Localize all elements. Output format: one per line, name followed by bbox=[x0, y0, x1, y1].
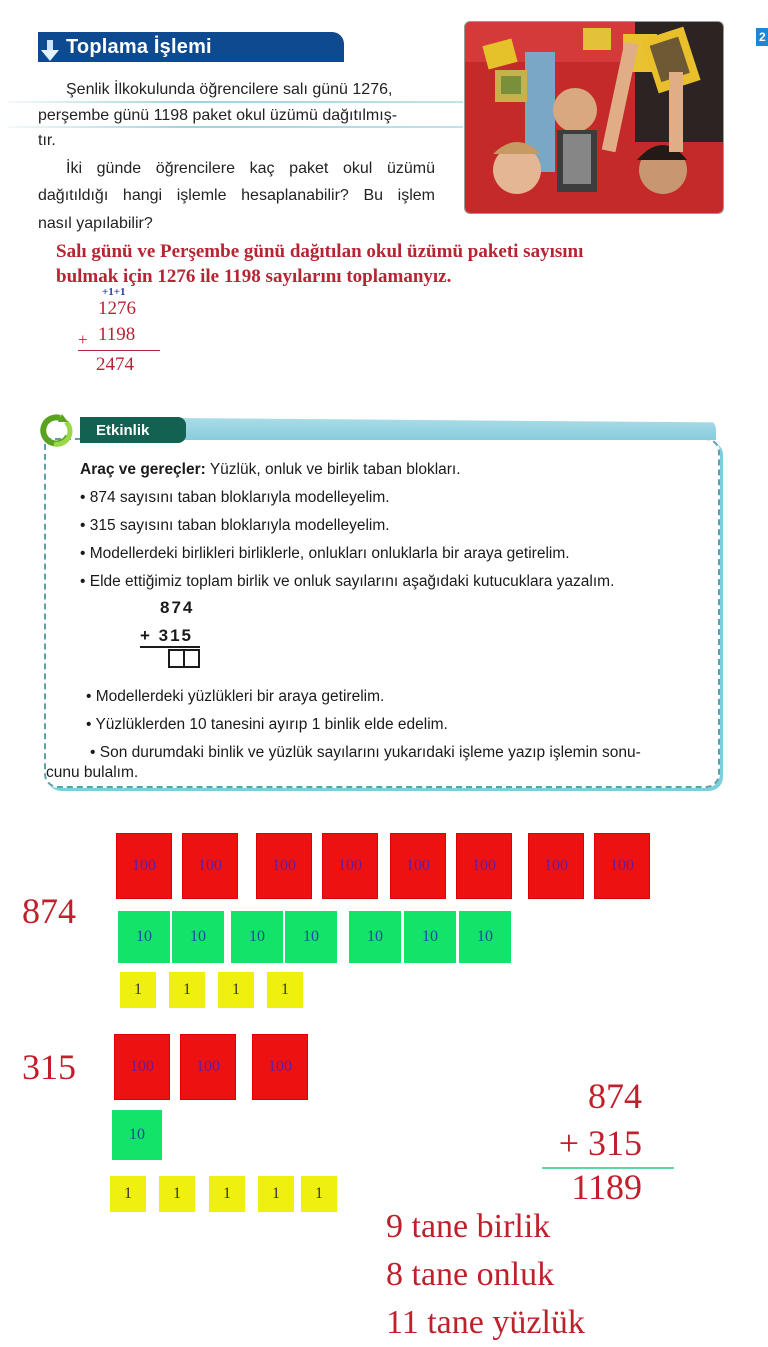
step-2: • 315 sayısını taban bloklarıyla modelleyelim. bbox=[80, 517, 390, 534]
page-number-badge: 2 bbox=[756, 28, 768, 46]
activity-instructions bbox=[80, 456, 710, 596]
ten-block: 10 bbox=[459, 911, 511, 963]
summary-tens: 8 tane onluk bbox=[386, 1256, 555, 1293]
step-5: • Modellerdeki yüzlükleri bir araya getirelim. bbox=[86, 688, 385, 705]
sum: 2474 bbox=[96, 354, 134, 375]
summary-hundreds: 11 tane yüzlük bbox=[386, 1304, 585, 1341]
addend-1: 1276 bbox=[98, 298, 136, 319]
one-block: 1 bbox=[209, 1176, 245, 1212]
hundred-block: 100 bbox=[528, 833, 584, 899]
step-4: • Elde ettiğimiz toplam birlik ve onluk sayılarını aşağıdaki kutucuklara yazalım. bbox=[80, 573, 615, 590]
children-photo bbox=[464, 21, 724, 214]
ten-block: 10 bbox=[285, 911, 337, 963]
calc2-addend-2: + 315 bbox=[140, 626, 194, 645]
ones-answer-box[interactable] bbox=[183, 649, 200, 668]
hundred-block: 100 bbox=[114, 1034, 170, 1100]
calc2-line bbox=[140, 646, 200, 648]
activity-title: Etkinlik bbox=[96, 421, 150, 439]
one-block: 1 bbox=[301, 1176, 337, 1212]
ten-block: 10 bbox=[404, 911, 456, 963]
one-block: 1 bbox=[258, 1176, 294, 1212]
ten-block: 10 bbox=[349, 911, 401, 963]
activity-instructions-2 bbox=[46, 683, 720, 787]
step-7-cont: cunu bulalım. bbox=[46, 764, 139, 781]
hundred-block: 100 bbox=[322, 833, 378, 899]
hundred-block: 100 bbox=[594, 833, 650, 899]
one-block: 1 bbox=[120, 972, 156, 1008]
step-7: • Son durumdaki binlik ve yüzlük sayılarını yukarıdaki işleme yazıp işlemin sonu- bbox=[90, 744, 641, 761]
hundred-block: 100 bbox=[456, 833, 512, 899]
result-addend-1: 874 bbox=[588, 1076, 642, 1116]
problem-text bbox=[38, 76, 435, 237]
answer-line-2: bulmak için 1276 ile 1198 sayılarını toplamanyız. bbox=[56, 266, 452, 287]
hundred-block: 100 bbox=[182, 833, 238, 899]
hundred-block: 100 bbox=[116, 833, 172, 899]
carry-digits: +1+1 bbox=[102, 286, 126, 298]
hundred-block: 100 bbox=[256, 833, 312, 899]
number-874-label: 874 bbox=[22, 891, 76, 931]
one-block: 1 bbox=[169, 972, 205, 1008]
hundred-block: 100 bbox=[252, 1034, 308, 1100]
addend-2: 1198 bbox=[98, 324, 136, 345]
step-1: • 874 sayısını taban bloklarıyla modelleyelim. bbox=[80, 489, 390, 506]
activity-tab bbox=[80, 417, 186, 443]
one-block: 1 bbox=[110, 1176, 146, 1212]
intro-line-5: dağıtıldığı hangi işlemle hesaplanabilir? Bu işlem bbox=[38, 187, 435, 204]
summary-ones: 9 tane birlik bbox=[386, 1208, 551, 1245]
arrow-down-icon bbox=[38, 32, 62, 62]
answer-line-1: Salı günü ve Perşembe günü dağıtılan okul üzümü paketi sayısını bbox=[56, 241, 584, 262]
one-block: 1 bbox=[267, 972, 303, 1008]
ten-block: 10 bbox=[231, 911, 283, 963]
section-title-bar bbox=[38, 32, 344, 62]
answer-text bbox=[56, 239, 616, 289]
one-block: 1 bbox=[218, 972, 254, 1008]
calc2-addend-1: 874 bbox=[160, 598, 195, 617]
intro-line-1: Şenlik İlkokulunda öğrencilere salı günü 1276, bbox=[66, 81, 393, 98]
ten-block: 10 bbox=[112, 1110, 162, 1160]
activity-cycle-icon bbox=[38, 414, 76, 448]
result-addend-2: + 315 bbox=[558, 1123, 642, 1163]
answer-boxes bbox=[168, 649, 198, 673]
result-sum: 1189 bbox=[571, 1167, 642, 1207]
section-title: Toplama İşlemi bbox=[66, 35, 212, 58]
ten-block: 10 bbox=[118, 911, 170, 963]
intro-line-4: İki günde öğrencilere kaç paket okul üzümü bbox=[66, 159, 435, 177]
hundred-block: 100 bbox=[390, 833, 446, 899]
intro-line-2: perşembe günü 1198 paket okul üzümü dağıtılmış- bbox=[38, 106, 398, 124]
one-block: 1 bbox=[159, 1176, 195, 1212]
step-3: • Modellerdeki birlikleri birliklerle, onlukları onluklarla bir araya getirelim. bbox=[80, 545, 570, 562]
materials-line bbox=[80, 456, 710, 484]
step-6: • Yüzlüklerden 10 tanesini ayırıp 1 binlik elde edelim. bbox=[86, 716, 448, 733]
plus-sign: + bbox=[78, 330, 88, 349]
activity-ribbon bbox=[180, 418, 716, 440]
number-315-label: 315 bbox=[22, 1047, 76, 1087]
materials-text: Yüzlük, onluk ve birlik taban blokları. bbox=[205, 461, 461, 478]
intro-line-6: nasıl yapılabilir? bbox=[38, 214, 153, 232]
ten-block: 10 bbox=[172, 911, 224, 963]
sum-line bbox=[78, 350, 160, 351]
intro-line-3: tır. bbox=[38, 132, 56, 149]
materials-label: Araç ve gereçler: bbox=[80, 461, 206, 478]
result-summary bbox=[386, 1203, 585, 1347]
hundred-block: 100 bbox=[180, 1034, 236, 1100]
